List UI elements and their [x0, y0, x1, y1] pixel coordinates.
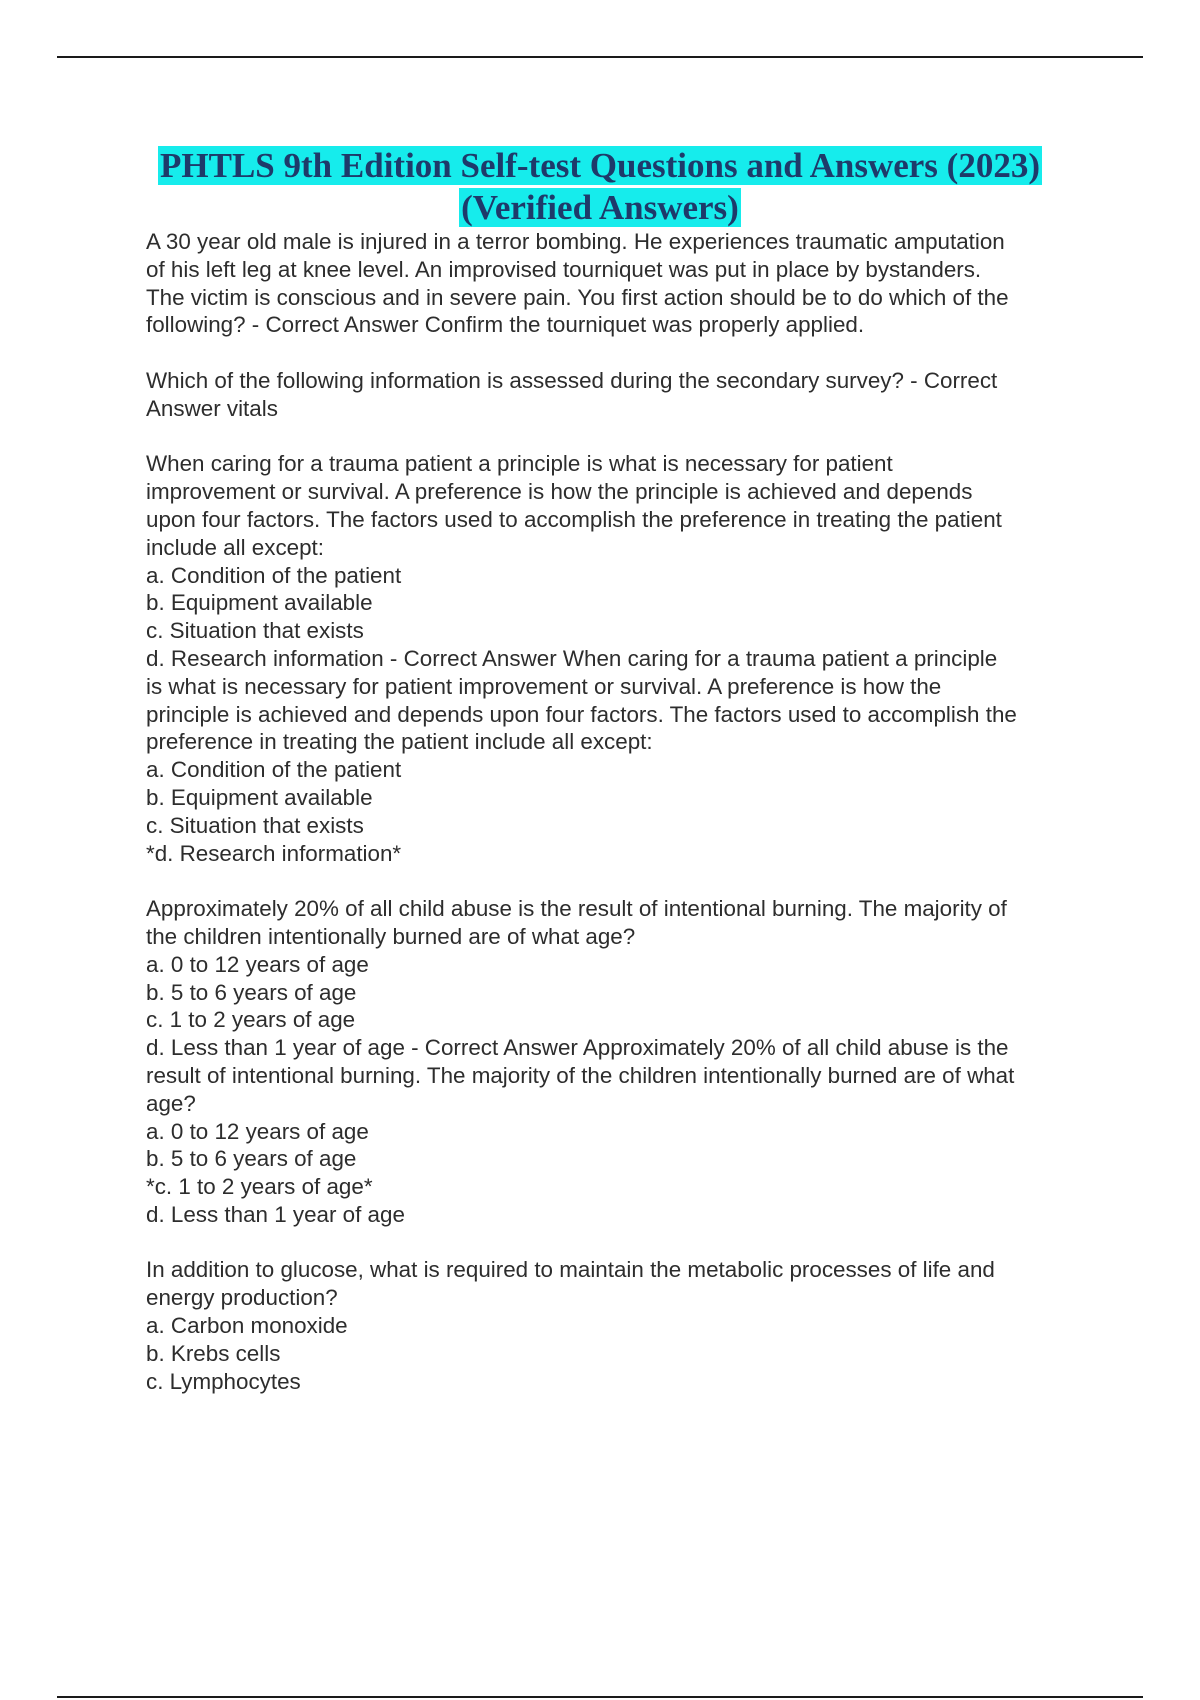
qa-line: d. Research information - Correct Answer When caring for a trauma patient a principle [146, 645, 998, 671]
qa-line: is what is necessary for patient improvement or survival. A preference is how the [146, 673, 942, 699]
qa-line: Approximately 20% of all child abuse is the result of intentional burning. The majority of [146, 896, 1007, 922]
qa-line: The victim is conscious and in severe pain. You first action should be to do which of the [146, 284, 1009, 310]
qa-paragraph [146, 228, 1106, 339]
qa-line: a. Condition of the patient [146, 562, 402, 588]
qa-line: b. Equipment available [146, 590, 373, 616]
qa-line: b. 5 to 6 years of age [146, 1146, 357, 1172]
qa-line: c. Lymphocytes [146, 1368, 301, 1394]
qa-paragraph [146, 895, 1106, 1229]
qa-line: Answer vitals [146, 395, 278, 421]
qa-line: *d. Research information* [146, 840, 402, 866]
qa-block [146, 895, 1106, 1229]
qa-block [146, 1256, 1106, 1395]
qa-line: In addition to glucose, what is required to maintain the metabolic processes of life and [146, 1257, 995, 1283]
qa-line: c. Situation that exists [146, 812, 364, 838]
qa-line: Which of the following information is assessed during the secondary survey? - Correct [146, 367, 998, 393]
qa-line: d. Less than 1 year of age [146, 1201, 405, 1227]
qa-content [146, 228, 1106, 1423]
qa-line: energy production? [146, 1285, 338, 1311]
qa-line: b. Krebs cells [146, 1340, 281, 1366]
qa-line: c. 1 to 2 years of age [146, 1007, 356, 1033]
top-rule [57, 56, 1143, 58]
qa-line: A 30 year old male is injured in a terror bombing. He experiences traumatic amputation [146, 229, 1005, 254]
qa-line: b. 5 to 6 years of age [146, 979, 357, 1005]
qa-line: *c. 1 to 2 years of age* [146, 1174, 373, 1200]
qa-line: a. 0 to 12 years of age [146, 951, 369, 977]
qa-line: c. Situation that exists [146, 618, 364, 644]
qa-line: a. 0 to 12 years of age [146, 1118, 369, 1144]
qa-block [146, 228, 1106, 339]
bottom-rule [57, 1696, 1143, 1698]
qa-line: of his left leg at knee level. An improvised tourniquet was put in place by bystanders. [146, 256, 982, 282]
title-line-2: (Verified Answers) [461, 188, 739, 227]
qa-line: upon four factors. The factors used to accomplish the preference in treating the patient [146, 506, 1002, 532]
qa-line: d. Less than 1 year of age - Correct Answer Approximately 20% of all child abuse is the [146, 1035, 1009, 1061]
qa-line: a. Condition of the patient [146, 757, 402, 783]
qa-line: include all except: [146, 534, 324, 560]
qa-line: When caring for a trauma patient a principle is what is necessary for patient [146, 451, 893, 477]
qa-paragraph [146, 367, 1106, 423]
qa-line: the children intentionally burned are of what age? [146, 923, 636, 949]
qa-line: a. Carbon monoxide [146, 1313, 348, 1339]
document-title [100, 145, 1100, 229]
qa-line: improvement or survival. A preference is how the principle is achieved and depends [146, 479, 973, 505]
qa-line: preference in treating the patient include all except: [146, 729, 653, 755]
qa-line: age? [146, 1090, 196, 1116]
qa-paragraph [146, 450, 1106, 867]
qa-line: principle is achieved and depends upon four factors. The factors used to accomplish the [146, 701, 1017, 727]
title-line-1: PHTLS 9th Edition Self-test Questions and Answers (2023) [160, 146, 1040, 185]
qa-line: following? - Correct Answer Confirm the tourniquet was properly applied. [146, 312, 865, 338]
qa-line: result of intentional burning. The majority of the children intentionally burned are of what [146, 1062, 1015, 1088]
qa-block [146, 450, 1106, 867]
qa-block [146, 367, 1106, 423]
qa-line: b. Equipment available [146, 784, 373, 810]
qa-paragraph [146, 1256, 1106, 1395]
